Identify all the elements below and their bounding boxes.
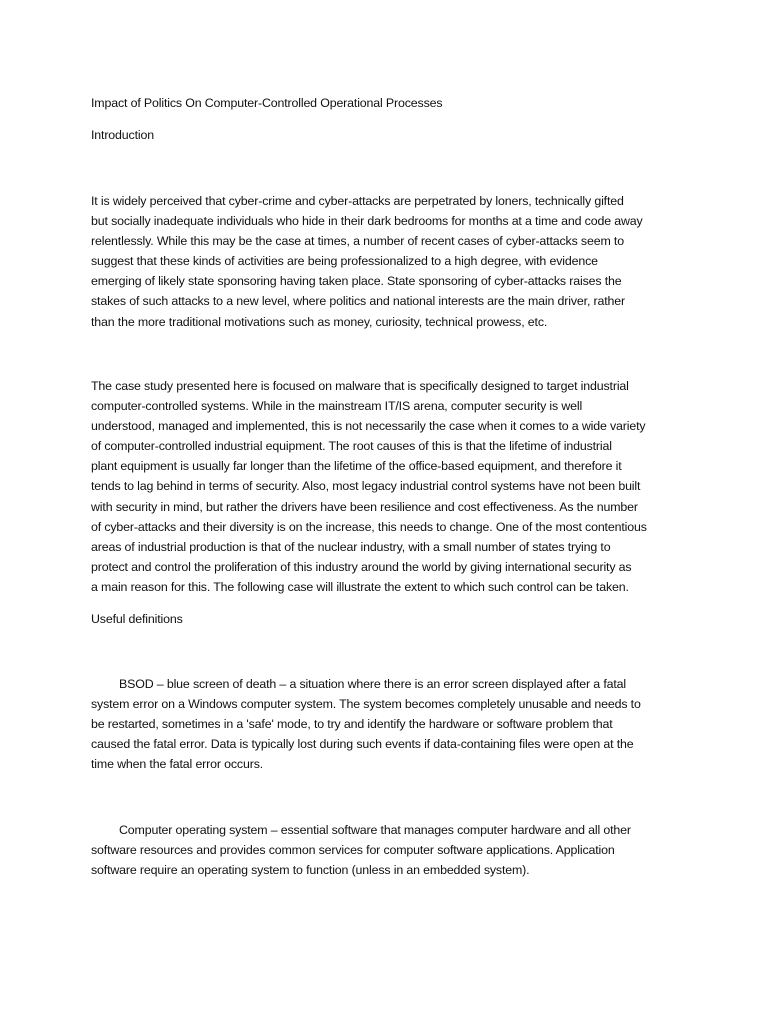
definition-line: software require an operating system to function (unless in an embedded system).: [91, 863, 530, 878]
paragraph-line: areas of industrial production is that of the nuclear industry, with a small number of states trying to: [91, 539, 611, 554]
paragraph-line: understood, managed and implemented, this is not necessarily the case when it comes to a wide variety: [91, 419, 646, 434]
definition-line: caused the fatal error. Data is typically lost during such events if data-containing files were open at the: [91, 737, 634, 752]
paragraph-line: protect and control the proliferation of this industry around the world by giving international security as: [91, 559, 632, 574]
paragraph-line: tends to lag behind in terms of security. Also, most legacy industrial control systems have not been built: [91, 479, 641, 494]
heading-useful-definitions: [91, 609, 681, 629]
paragraph-line: relentlessly. While this may be the case at times, a number of recent cases of cyber-attacks seem to: [91, 234, 624, 249]
heading-introduction-text: Introduction: [91, 128, 154, 142]
paragraph-case-study: [91, 376, 681, 597]
definition-line: software resources and provides common services for computer software applications. Application: [91, 843, 615, 858]
document-title: [91, 93, 681, 113]
definition-bsod: [91, 674, 681, 774]
title-text: Impact of Politics On Computer-Controlled Operational Processes: [91, 96, 443, 110]
definition-line: BSOD – blue screen of death – a situation where there is an error screen displayed after a fatal: [119, 677, 626, 691]
definition-operating-system: [91, 820, 681, 880]
paragraph-line: a main reason for this. The following case will illustrate the extent to which such control can be taken.: [91, 579, 629, 594]
paragraph-intro: [91, 191, 681, 332]
definition-line: be restarted, sometimes in a 'safe' mode, to try and identify the hardware or software problem that: [91, 717, 613, 732]
definition-line: Computer operating system – essential software that manages computer hardware and all other: [119, 823, 631, 837]
paragraph-line: computer-controlled systems. While in the mainstream IT/IS arena, computer security is well: [91, 399, 583, 414]
heading-introduction: [91, 125, 681, 145]
paragraph-line: but socially inadequate individuals who hide in their dark bedrooms for months at a time and code away: [91, 214, 643, 229]
paragraph-line: of cyber-attacks and their diversity is on the increase, this needs to change. One of the most contentious: [91, 519, 647, 534]
paragraph-line: It is widely perceived that cyber-crime and cyber-attacks are perpetrated by loners, technically gifted: [91, 194, 624, 208]
paragraph-line: The case study presented here is focused on malware that is specifically designed to target industrial: [91, 379, 629, 393]
paragraph-line: emerging of likely state sponsoring having taken place. State sponsoring of cyber-attacks raises the: [91, 274, 622, 289]
paragraph-line: stakes of such attacks to a new level, where politics and national interests are the main driver, rather: [91, 294, 625, 309]
heading-definitions-text: Useful definitions: [91, 612, 183, 626]
definition-line: system error on a Windows computer system. The system becomes completely unusable and needs to: [91, 697, 641, 712]
paragraph-line: with security in mind, but rather the drivers have been resilience and cost effectiveness. As the number: [91, 499, 638, 514]
paragraph-line: plant equipment is usually far longer than the lifetime of the office-based equipment, and therefore it: [91, 459, 622, 474]
paragraph-line: than the more traditional motivations such as money, curiosity, technical prowess, etc.: [91, 314, 548, 329]
paragraph-line: suggest that these kinds of activities are being professionalized to a high degree, with evidence: [91, 254, 598, 269]
paragraph-line: of computer-controlled industrial equipment. The root causes of this is that the lifetime of industrial: [91, 439, 612, 454]
definition-line: time when the fatal error occurs.: [91, 757, 264, 772]
